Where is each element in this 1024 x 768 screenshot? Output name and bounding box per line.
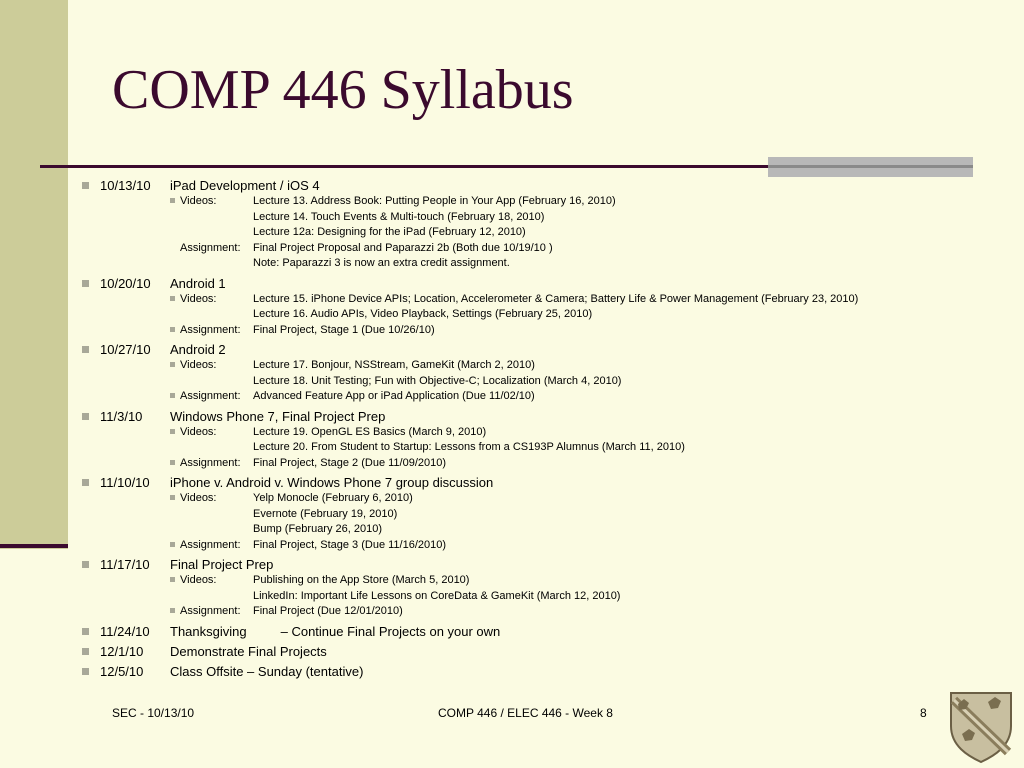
syllabus-week [82, 475, 1017, 553]
square-bullet-icon [170, 198, 175, 203]
detail-text: Evernote (February 19, 2010) [253, 507, 398, 520]
shield-icon [948, 690, 1014, 764]
detail-label: Videos: [180, 425, 217, 438]
week-heading [82, 644, 1017, 660]
detail-label-cell [170, 292, 253, 308]
square-bullet-icon [170, 327, 175, 332]
syllabus-week [82, 557, 1017, 620]
square-bullet-icon [170, 362, 175, 367]
detail-label: Videos: [180, 574, 217, 586]
week-detail-row [82, 292, 1017, 308]
detail-text: Note: Paparazzi 3 is now an extra credit assignment. [253, 257, 510, 269]
detail-text: Lecture 20. From Student to Startup: Lessons from a CS193P Alumnus (March 11, 2010) [253, 441, 685, 453]
week-detail-row [82, 307, 1017, 323]
week-topic: Class Offsite – Sunday (tentative) [170, 663, 364, 679]
week-date: 10/13/10 [100, 178, 151, 193]
square-bullet-icon [82, 648, 89, 655]
detail-text: Lecture 19. OpenGL ES Basics (March 9, 2010) [253, 425, 487, 438]
detail-text: Final Project, Stage 1 (Due 10/26/10) [253, 323, 435, 336]
detail-label: Assignment: [180, 323, 241, 336]
detail-label-cell [170, 573, 253, 589]
detail-label-cell [170, 256, 253, 272]
detail-label-cell [170, 491, 253, 507]
detail-label: Assignment: [180, 605, 241, 617]
detail-text: Bump (February 26, 2010) [253, 523, 383, 535]
week-detail-row [82, 507, 1017, 523]
detail-label-cell [170, 456, 253, 472]
week-topic: Windows Phone 7, Final Project Prep [170, 408, 386, 424]
week-detail-row [82, 440, 1017, 456]
detail-label-cell [170, 538, 253, 554]
week-detail-row [82, 425, 1017, 441]
left-decor-band [0, 0, 68, 549]
detail-text: Final Project Proposal and Paparazzi 2b (Both due 10/19/10 ) [253, 241, 553, 254]
detail-label-cell [170, 358, 253, 374]
detail-label-cell [170, 425, 253, 441]
syllabus-week [82, 664, 1017, 680]
title-rule-accent-line [768, 165, 973, 168]
detail-label-cell [170, 440, 253, 456]
week-heading [82, 276, 1017, 292]
detail-label-cell [170, 604, 253, 620]
slide-title: COMP 446 Syllabus [112, 59, 574, 121]
week-topic: iPad Development / iOS 4 [170, 178, 320, 193]
square-bullet-icon [170, 542, 175, 547]
detail-label-cell [170, 323, 253, 339]
detail-text: Publishing on the App Store (March 5, 2010) [253, 574, 470, 586]
detail-text: Yelp Monocle (February 6, 2010) [253, 492, 413, 504]
week-heading [82, 342, 1017, 358]
detail-text: Advanced Feature App or iPad Application (Due 11/02/10) [253, 390, 535, 402]
detail-text: Final Project, Stage 3 (Due 11/16/2010) [253, 538, 447, 551]
detail-text: Lecture 18. Unit Testing; Fun with Objective-C; Localization (March 4, 2010) [253, 374, 622, 387]
week-heading [82, 409, 1017, 425]
week-detail-row [82, 589, 1017, 605]
syllabus-week [82, 276, 1017, 339]
syllabus-week [82, 178, 1017, 272]
square-bullet-icon [170, 460, 175, 465]
week-heading [82, 475, 1017, 491]
detail-label: Videos: [180, 492, 217, 504]
week-topic: iPhone v. Android v. Windows Phone 7 group discussion [170, 475, 494, 490]
detail-text: Lecture 12a: Designing for the iPad (February 12, 2010) [253, 226, 526, 238]
square-bullet-icon [82, 628, 89, 635]
week-detail-row [82, 573, 1017, 589]
syllabus-week [82, 644, 1017, 660]
slide-number: 8 [920, 706, 927, 720]
week-detail-row [82, 225, 1017, 241]
week-detail-row [82, 604, 1017, 620]
week-heading [82, 624, 1017, 640]
week-detail-row [82, 491, 1017, 507]
square-bullet-icon [82, 668, 89, 675]
detail-label-cell [170, 522, 253, 538]
week-detail-row [82, 358, 1017, 374]
left-decor-line [0, 544, 68, 548]
week-topic: Demonstrate Final Projects [170, 643, 327, 659]
footer-date: SEC - 10/13/10 [112, 706, 195, 720]
detail-label-cell [170, 307, 253, 323]
detail-text: Lecture 16. Audio APIs, Video Playback, Settings (February 25, 2010) [253, 308, 593, 320]
detail-text: Lecture 14. Touch Events & Multi-touch (February 18, 2010) [253, 210, 545, 223]
week-topic: Android 1 [170, 275, 226, 291]
square-bullet-icon [170, 429, 175, 434]
detail-text: Final Project (Due 12/01/2010) [253, 605, 403, 617]
week-detail-row [82, 456, 1017, 472]
week-date: 11/17/10 [100, 557, 150, 572]
detail-label: Videos: [180, 292, 217, 305]
detail-label-cell [170, 225, 253, 241]
detail-text: Final Project, Stage 2 (Due 11/09/2010) [253, 456, 447, 469]
square-bullet-icon [170, 495, 175, 500]
detail-label: Videos: [180, 359, 217, 371]
detail-label-cell [170, 374, 253, 390]
detail-text: LinkedIn: Important Life Lessons on CoreData & GameKit (March 12, 2010) [253, 589, 621, 602]
week-detail-row [82, 256, 1017, 272]
detail-label-cell [170, 589, 253, 605]
detail-label: Assignment: [180, 241, 241, 254]
square-bullet-icon [170, 296, 175, 301]
week-date: 12/5/10 [100, 663, 144, 679]
syllabus-week [82, 342, 1017, 405]
week-date: 11/10/10 [100, 475, 150, 490]
detail-label-cell [170, 507, 253, 523]
detail-label: Assignment: [180, 390, 241, 402]
detail-label: Videos: [180, 195, 217, 207]
week-topic: Final Project Prep [170, 557, 274, 572]
week-heading [82, 178, 1017, 194]
week-detail-row [82, 374, 1017, 390]
detail-label-cell [170, 389, 253, 405]
week-detail-row [82, 194, 1017, 210]
square-bullet-icon [170, 577, 175, 582]
week-detail-row [82, 538, 1017, 554]
week-heading [82, 664, 1017, 680]
square-bullet-icon [82, 479, 89, 486]
square-bullet-icon [82, 413, 89, 420]
square-bullet-icon [82, 280, 89, 287]
detail-label-cell [170, 194, 253, 210]
syllabus-week [82, 409, 1017, 472]
detail-label-cell [170, 210, 253, 226]
square-bullet-icon [82, 182, 89, 189]
square-bullet-icon [82, 346, 89, 353]
footer-course: COMP 446 / ELEC 446 - Week 8 [438, 706, 613, 720]
week-topic: Android 2 [170, 342, 226, 357]
square-bullet-icon [170, 393, 175, 398]
week-date: 10/20/10 [100, 275, 151, 291]
week-heading [82, 557, 1017, 573]
detail-label-cell [170, 241, 253, 257]
week-detail-row [82, 241, 1017, 257]
square-bullet-icon [82, 561, 89, 568]
week-topic-note: – Continue Final Projects on your own [280, 623, 501, 639]
week-date: 11/24/10 [100, 623, 150, 639]
detail-text: Lecture 17. Bonjour, NSStream, GameKit (March 2, 2010) [253, 359, 535, 371]
detail-label: Assignment: [180, 456, 241, 469]
week-date: 10/27/10 [100, 342, 151, 357]
week-detail-row [82, 522, 1017, 538]
detail-label: Assignment: [180, 538, 241, 551]
square-bullet-icon [170, 608, 175, 613]
week-detail-row [82, 210, 1017, 226]
week-detail-row [82, 389, 1017, 405]
week-date: 12/1/10 [100, 643, 144, 659]
week-topic: Thanksgiving [170, 623, 247, 639]
detail-text: Lecture 13. Address Book: Putting People in Your App (February 16, 2010) [253, 195, 616, 207]
syllabus-list [82, 178, 1017, 684]
detail-text: Lecture 15. iPhone Device APIs; Location, Accelerometer & Camera; Battery Life & Power Management (February 23, 2010) [253, 292, 859, 305]
syllabus-week [82, 624, 1017, 640]
week-date: 11/3/10 [100, 408, 143, 424]
week-detail-row [82, 323, 1017, 339]
